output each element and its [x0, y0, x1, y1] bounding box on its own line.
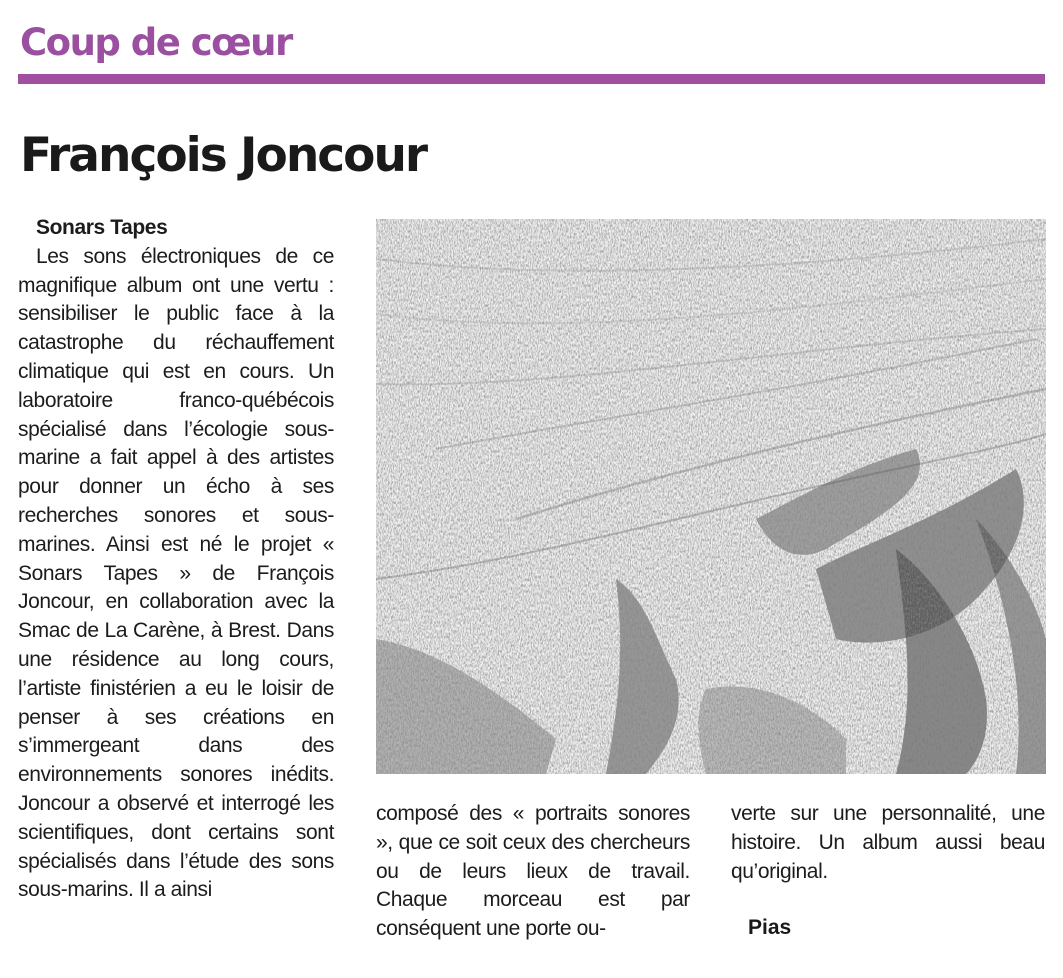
article-column-2 — [376, 800, 690, 944]
album-cover-artwork — [376, 219, 1046, 774]
article-body-part-2: composé des « portraits sonores », que ce soit ceux des chercheurs ou de leurs lieux de travail. Chaque morceau est par conséquent une porte ou- — [376, 802, 690, 941]
article-headline: François Joncour — [20, 128, 427, 183]
album-title: Sonars Tapes — [36, 216, 168, 239]
article-body-part-1: Les sons électroniques de ce magnifique album ont une vertu : sensibiliser le public face à la catastrophe du réchauffement climatique qui est en cours. Un laboratoire franco-québécois spécialisé dans l’écologie sous-marine a fait appel à des artistes pour donner un écho à ses recherches sonores et sous-marines. Ainsi est né le projet « Sonars Tapes » de François Joncour, en collaboration avec la Smac de La Carène, à Brest. Dans une résidence au long cours, l’artiste finistérien a eu le loisir de penser à ses créations en s’immergeant dans des environnements sonores inédits. Joncour a observé et interrogé les scientifiques, dont certains sont spécialisés dans l’étude des sons sous-marins. Il a ainsi — [18, 244, 334, 902]
article-column-3 — [731, 800, 1045, 886]
section-title: Coup de cœur — [20, 21, 292, 64]
album-cover-image — [376, 219, 1046, 774]
article-column-1 — [18, 214, 334, 905]
section-divider — [18, 74, 1045, 84]
article-body-part-3: verte sur une personnalité, une histoire. Un album aussi beau qu’original. — [731, 802, 1045, 883]
record-label: Pias — [748, 916, 792, 939]
